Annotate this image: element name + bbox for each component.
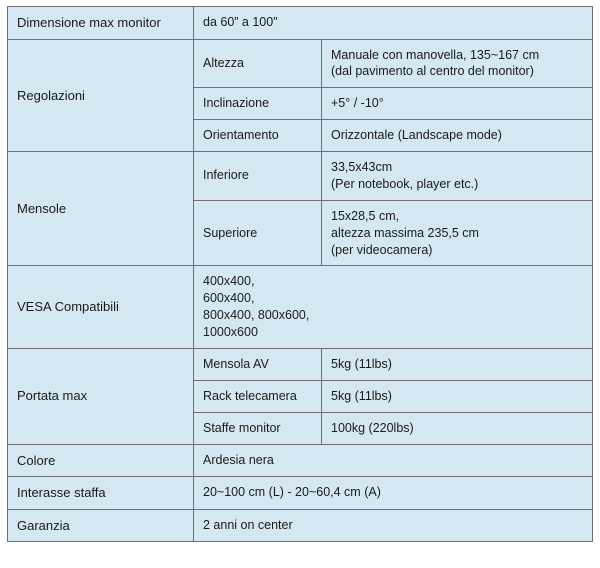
value-line: 100kg (220lbs) [331,420,414,435]
value-line: 2 anni on center [203,517,293,532]
value-line: 20~100 cm (L) - 20~60,4 cm (A) [203,485,381,500]
value-line: 5kg (11lbs) [331,356,392,371]
value-line: da 60” a 100” [203,15,278,30]
row-sublabel-cell: Altezza [194,39,322,88]
value-line: +5° / -10° [331,96,384,111]
table-row [8,509,593,542]
table-row [8,152,593,201]
specifications-table [7,6,593,542]
row-label-cell: Colore [8,444,194,477]
value-line: 15x28,5 cm, [331,208,400,223]
row-sublabel-cell: Inclinazione [194,88,322,120]
row-value-cell [322,348,593,380]
row-value-cell [322,88,593,120]
row-value-cell [322,200,593,266]
row-value-cell [194,477,593,510]
table-row [8,477,593,510]
value-line: Orizzontale (Landscape mode) [331,128,502,143]
value-line: 800x400, 800x600, [203,308,310,323]
row-sublabel-cell: Superiore [194,200,322,266]
row-label-cell: Garanzia [8,509,194,542]
table-row [8,348,593,380]
value-line: 400x400, [203,274,255,289]
value-line: (Per notebook, player etc.) [331,176,479,191]
row-value-cell [322,39,593,88]
table-row [8,39,593,88]
row-value-cell [194,509,593,542]
row-label-cell: Mensole [8,152,194,266]
row-sublabel-cell: Rack telecamera [194,380,322,412]
value-line: (per videocamera) [331,242,433,257]
value-line: 600x400, [203,291,255,306]
row-value-cell [322,380,593,412]
row-value-cell [322,120,593,152]
row-value-cell [322,152,593,201]
row-value-cell [194,266,593,349]
row-label-cell: Dimensione max monitor [8,7,194,40]
row-sublabel-cell: Orientamento [194,120,322,152]
value-line: 5kg (11lbs) [331,388,392,403]
row-sublabel-cell: Inferiore [194,152,322,201]
table-row [8,7,593,40]
row-sublabel-cell: Mensola AV [194,348,322,380]
row-label-cell: VESA Compatibili [8,266,194,349]
row-value-cell [194,444,593,477]
row-sublabel-cell: Staffe monitor [194,412,322,444]
value-line: Ardesia nera [203,452,274,467]
row-label-cell: Interasse staffa [8,477,194,510]
table-row [8,266,593,349]
table-row [8,444,593,477]
specifications-table-body [8,7,593,542]
row-label-cell: Portata max [8,348,194,444]
row-label-cell: Regolazioni [8,39,194,152]
row-value-cell [322,412,593,444]
row-value-cell [194,7,593,40]
value-line: Manuale con manovella, 135~167 cm [331,47,540,62]
value-line: 33,5x43cm [331,160,393,175]
value-line: altezza massima 235,5 cm [331,225,479,240]
value-line: (dal pavimento al centro del monitor) [331,64,534,79]
value-line: 1000x600 [203,325,258,340]
